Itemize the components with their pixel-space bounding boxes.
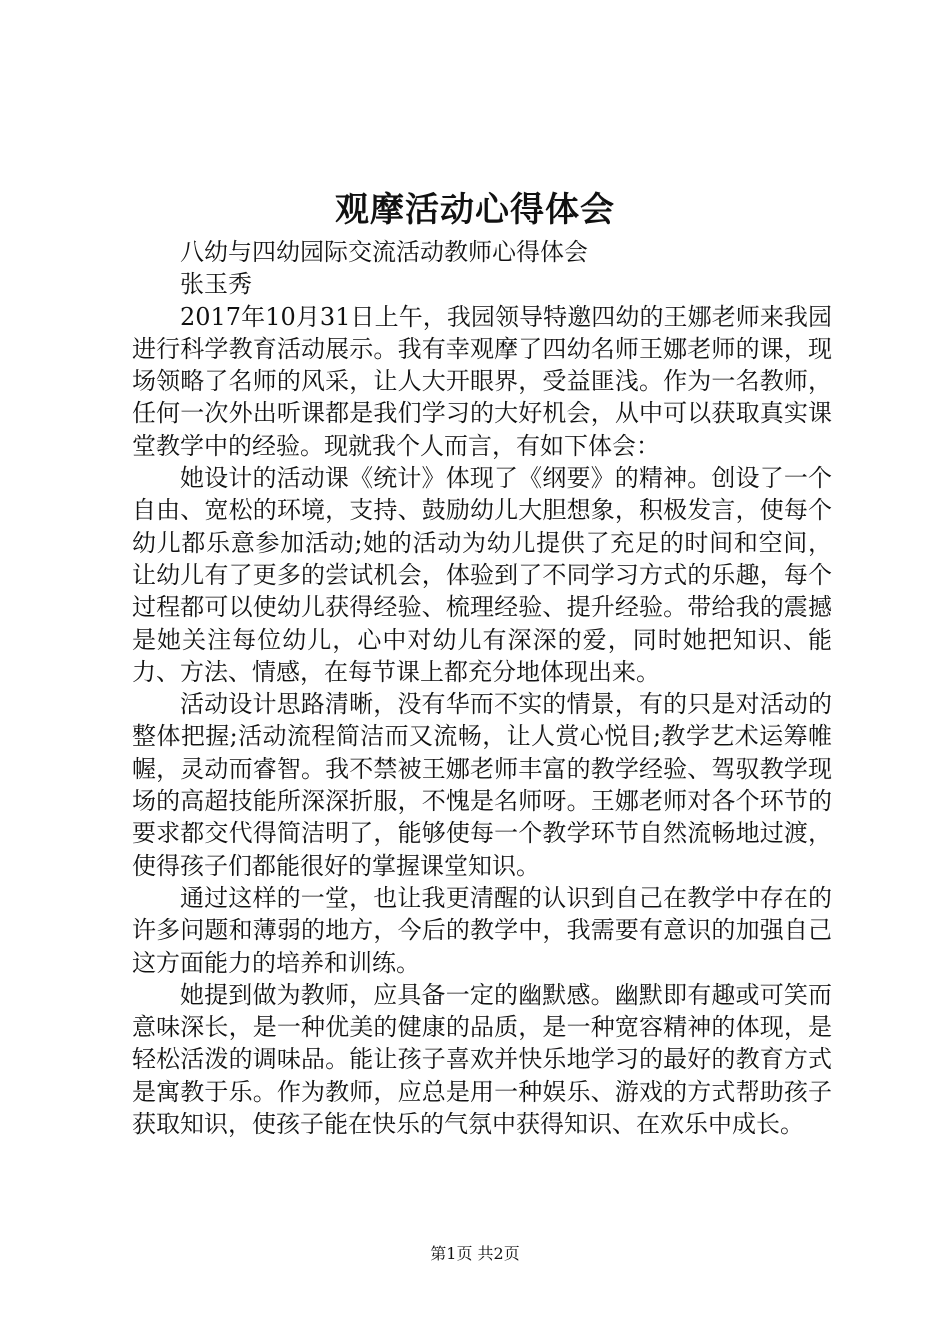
author: 张玉秀 xyxy=(180,270,252,299)
document-title: 观摩活动心得体会 xyxy=(335,190,615,230)
paragraph: 通过这样的一堂，也让我更清醒的认识到自己在教学中存在的许多问题和薄弱的地方，今后的教学中，我需要有意识的加强自己这方面能力的培养和训练。 xyxy=(132,883,832,977)
subtitle: 八幼与四幼园际交流活动教师心得体会 xyxy=(180,238,588,266)
page-footer: 第1页 共2页 xyxy=(430,1244,520,1263)
paragraph: 2017年10月31日上午，我园领导特邀四幼的王娜老师来我园进行科学教育活动展示。我有幸观摩了四幼名师王娜老师的课，现场领略了名师的风采，让人大开眼界，受益匪浅。作为一名教师，任何一次外出听课都是我们学习的大好机会，从中可以获取真实课堂教学中的经验。现就我个人而言，有如下体会： xyxy=(132,302,832,460)
paragraph: 她设计的活动课《统计》体现了《纲要》的精神。创设了一个自由、宽松的环境，支持、鼓励幼儿大胆想象，积极发言，使每个幼儿都乐意参加活动;她的活动为幼儿提供了充足的时间和空间，让幼儿有了更多的尝试机会，体验到了不同学习方式的乐趣，每个过程都可以使幼儿获得经验、梳理经验、提升经验。带给我的震撼是她关注每位幼儿，心中对幼儿有深深的爱，同时她把知识、能力、方法、情感，在每节课上都充分地体现出来。 xyxy=(132,464,832,686)
document-body xyxy=(132,236,832,1140)
paragraph: 她提到做为教师，应具备一定的幽默感。幽默即有趣或可笑而意味深长，是一种优美的健康的品质，是一种宽容精神的体现，是轻松活泼的调味品。能让孩子喜欢并快乐地学习的最好的教育方式是寓教于乐。作为教师，应总是用一种娱乐、游戏的方式帮助孩子获取知识，使孩子能在快乐的气氛中获得知识、在欢乐中成长。 xyxy=(132,980,832,1139)
paragraph: 活动设计思路清晰，没有华而不实的情景，有的只是对活动的整体把握;活动流程简洁而又流畅，让人赏心悦目;教学艺术运筹帷幄，灵动而睿智。我不禁被王娜老师丰富的教学经验、驾驭教学现场的高超技能所深深折服，不愧是名师呀。王娜老师对各个环节的要求都交代得简洁明了，能够使每一个教学环节自然流畅地过渡，使得孩子们都能很好的掌握课堂知识。 xyxy=(132,690,832,880)
